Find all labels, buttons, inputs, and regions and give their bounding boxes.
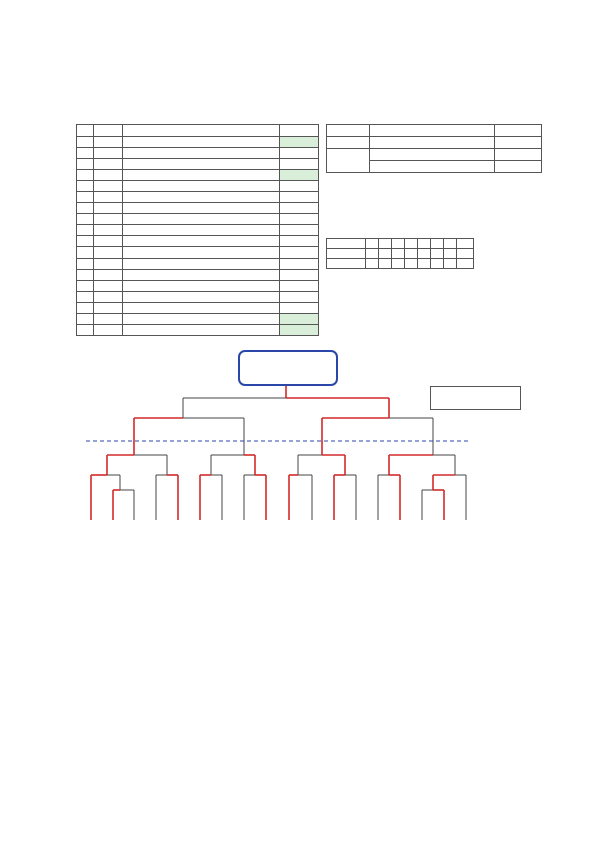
champion-box xyxy=(238,350,338,386)
start-time-first xyxy=(434,398,520,409)
start-time-title xyxy=(434,387,520,398)
start-time-box xyxy=(430,386,521,410)
